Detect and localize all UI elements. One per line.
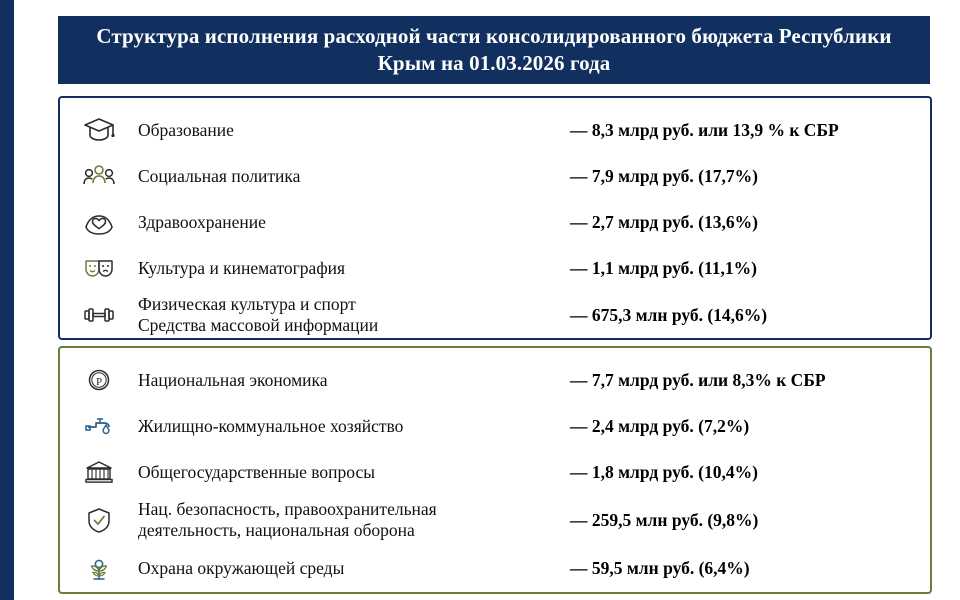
- government-building-icon: [60, 457, 138, 487]
- water-tap-icon: [60, 411, 138, 441]
- table-row: [60, 200, 930, 244]
- row-value: — 7,9 млрд руб. (17,7%): [570, 165, 758, 186]
- table-row: [60, 358, 930, 402]
- dumbbell-icon: [60, 300, 138, 330]
- row-label: Культура и кинематография: [138, 257, 346, 278]
- row-value: — 1,8 млрд руб. (10,4%): [570, 461, 758, 482]
- table-row: [60, 546, 930, 590]
- table-row: [60, 496, 930, 544]
- table-row: [60, 154, 930, 198]
- eco-plant-icon: [60, 553, 138, 583]
- row-value: — 2,4 млрд руб. (7,2%): [570, 415, 750, 436]
- row-value: — 59,5 млн руб. (6,4%): [570, 557, 750, 578]
- table-row: [60, 450, 930, 494]
- table-row: [60, 404, 930, 448]
- slide-page: [14, 0, 960, 600]
- row-value: — 675,3 млн руб. (14,6%): [570, 304, 768, 325]
- graduation-cap-icon: [60, 115, 138, 145]
- table-row: [60, 108, 930, 152]
- row-value: — 7,7 млрд руб. или 8,3% к СБР: [570, 369, 826, 390]
- expenditure-panel-economy: [58, 346, 932, 594]
- row-label-line2: деятельность, национальная оборона: [138, 520, 415, 540]
- svg-text:P: P: [95, 376, 103, 388]
- shield-check-icon: [60, 505, 138, 535]
- left-accent-bar: [0, 0, 14, 600]
- row-value: — 2,7 млрд руб. (13,6%): [570, 211, 758, 232]
- people-group-icon: [60, 161, 138, 191]
- title-banner: [58, 16, 930, 84]
- row-label: Охрана окружающей среды: [138, 557, 345, 578]
- row-label: Социальная политика: [138, 165, 301, 186]
- row-value: — 8,3 млрд руб. или 13,9 % к СБР: [570, 119, 839, 140]
- row-label: [138, 499, 570, 541]
- table-row: [60, 292, 930, 338]
- page-title: Структура исполнения расходной части консолидированного бюджета Республики Крым на 01.03.2026 года: [96, 24, 892, 75]
- heart-in-hand-icon: [60, 207, 138, 237]
- panel-row-list: [60, 98, 930, 338]
- panel-row-list: [60, 348, 930, 592]
- theater-masks-icon: [60, 253, 138, 283]
- row-value: — 259,5 млн руб. (9,8%): [570, 509, 759, 530]
- row-label: Жилищно-коммунальное хозяйство: [138, 415, 404, 436]
- row-label: Общегосударственные вопросы: [138, 461, 376, 482]
- row-label: [138, 294, 570, 336]
- table-row: [60, 246, 930, 290]
- parking-sign-icon: [60, 365, 138, 395]
- row-label-line1: Физическая культура и спорт: [138, 294, 356, 314]
- expenditure-panel-social: [58, 96, 932, 340]
- row-value: — 1,1 млрд руб. (11,1%): [570, 257, 757, 278]
- row-label: Национальная экономика: [138, 369, 328, 390]
- row-label: Здравоохранение: [138, 211, 266, 232]
- row-label-line2: Средства массовой информации: [138, 315, 379, 335]
- row-label-line1: Нац. безопасность, правоохранительная: [138, 499, 437, 519]
- row-label: Образование: [138, 119, 234, 140]
